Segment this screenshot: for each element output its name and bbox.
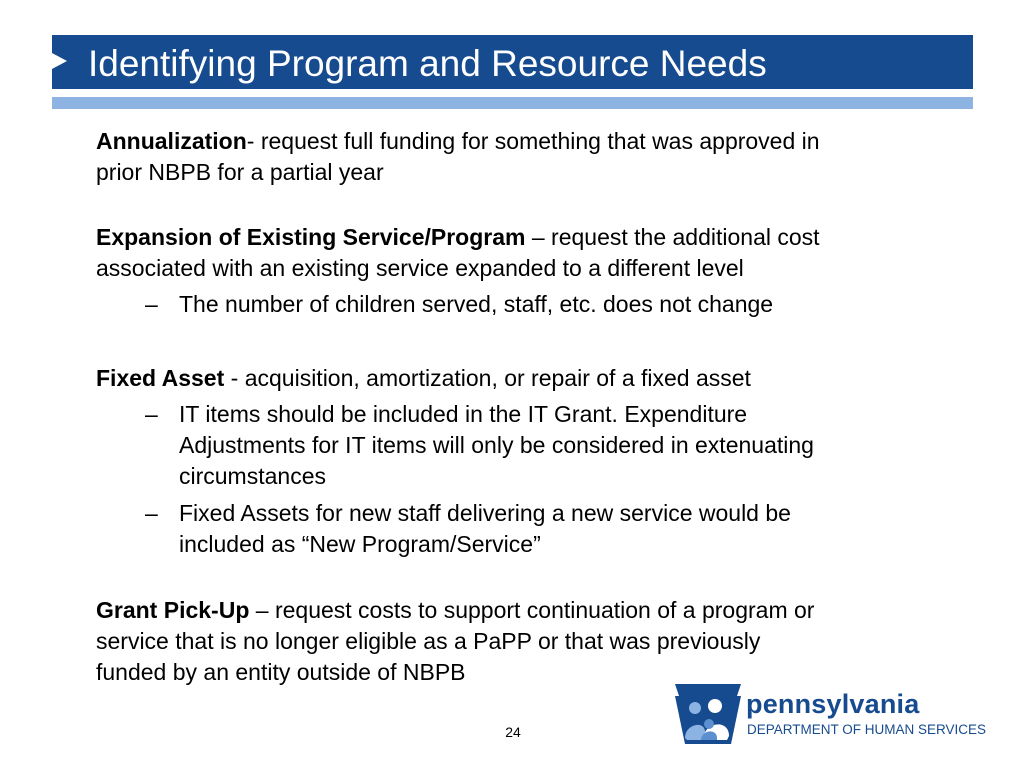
fixed-asset-bullet-2-line1: Fixed Assets for new staff delivering a new service would be xyxy=(179,500,791,526)
page-number: 24 xyxy=(505,724,521,740)
fixed-asset-term: Fixed Asset xyxy=(96,365,225,391)
fixed-asset-bullet-1-text xyxy=(179,399,899,492)
fixed-asset-bullet-1-line1: IT items should be included in the IT Grant. Expenditure xyxy=(179,401,748,427)
grant-pickup-line2: service that is no longer eligible as a PaPP or that was previously xyxy=(96,628,761,654)
dhs-logo xyxy=(673,680,987,746)
grant-pickup-term: Grant Pick-Up xyxy=(96,597,250,623)
expansion-term: Expansion of Existing Service/Program xyxy=(96,224,526,250)
grant-pickup-line1: – request costs to support continuation of a program or xyxy=(249,597,815,623)
expansion-line2: associated with an existing service expanded to a different level xyxy=(96,255,744,281)
logo-wordmark: pennsylvania xyxy=(746,689,920,719)
annualization-line2: prior NBPB for a partial year xyxy=(96,159,384,185)
annualization-definition xyxy=(96,126,916,188)
bullet-dash: – xyxy=(145,401,158,427)
bullet-dash: – xyxy=(145,291,158,317)
annualization-term: Annualization xyxy=(96,128,247,154)
fixed-asset-bullet-1-line3: circumstances xyxy=(179,463,326,489)
grant-pickup-line3: funded by an entity outside of NBPB xyxy=(96,659,466,685)
logo-subtitle: DEPARTMENT OF HUMAN SERVICES xyxy=(747,722,987,737)
expansion-bullet-text: The number of children served, staff, etc. does not change xyxy=(179,291,774,317)
fixed-asset-bullet-2-line2: included as “New Program/Service” xyxy=(179,531,541,557)
expansion-definition xyxy=(96,222,916,284)
keystone-family-icon xyxy=(673,680,743,746)
fixed-asset-bullet-2-text xyxy=(179,498,899,560)
bullet-dash: – xyxy=(145,500,158,526)
fixed-asset-definition xyxy=(96,363,916,394)
fixed-asset-bullet-1-line2: Adjustments for IT items will only be considered in extenuating xyxy=(179,432,814,458)
grant-pickup-definition xyxy=(96,595,916,688)
fixed-asset-line1: - acquisition, amortization, or repair of a fixed asset xyxy=(224,365,751,391)
expansion-line1: – request the additional cost xyxy=(525,224,820,250)
annualization-line1: - request full funding for something that was approved in xyxy=(246,128,820,154)
title-arrow-icon xyxy=(52,53,67,69)
page-title: Identifying Program and Resource Needs xyxy=(88,43,767,84)
title-underline xyxy=(52,97,973,109)
